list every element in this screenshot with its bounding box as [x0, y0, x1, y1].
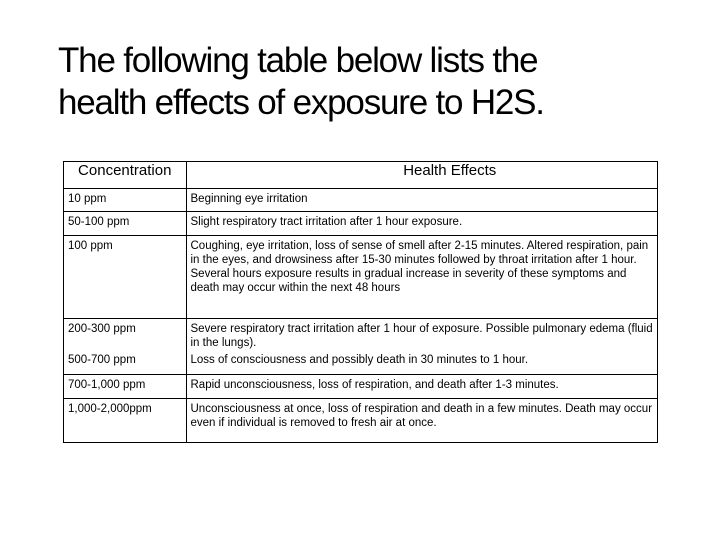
concentration-cell: 100 ppm: [64, 236, 187, 319]
concentration-cell: 500-700 ppm: [64, 350, 187, 375]
table-row: [64, 236, 658, 319]
concentration-cell: 200-300 ppm: [64, 319, 187, 351]
slide-title-line-2: health effects of exposure to H2S.: [58, 83, 544, 122]
effects-cell: Rapid unconsciousness, loss of respiration, and death after 1-3 minutes.: [186, 375, 658, 399]
slide-title-line-1: The following table below lists the: [58, 41, 538, 80]
header-concentration: Concentration: [64, 162, 187, 189]
table-row: [64, 350, 658, 375]
table-row: [64, 375, 658, 399]
effects-cell: Beginning eye irritation: [186, 189, 658, 212]
effects-cell: Unconsciousness at once, loss of respiration and death in a few minutes. Death may occur even if individual is removed to fresh air at once.: [186, 399, 658, 443]
effects-cell: Slight respiratory tract irritation after 1 hour exposure.: [186, 212, 658, 236]
table-header-row: [64, 162, 658, 189]
effects-cell: Coughing, eye irritation, loss of sense of smell after 2-15 minutes. Altered respiration, pain in the eyes, and drowsiness after 15-30 minutes followed by throat irritation after 1 hour. Several hours exposure results in gradual increase in severity of these symptoms and death may occur within the next 48 hours: [186, 236, 658, 319]
table-row: [64, 189, 658, 212]
table-row: [64, 319, 658, 351]
effects-cell: Severe respiratory tract irritation after 1 hour of exposure. Possible pulmonary edema (fluid in the lungs).: [186, 319, 658, 351]
concentration-cell: 700-1,000 ppm: [64, 375, 187, 399]
header-health-effects: Health Effects: [186, 162, 658, 189]
concentration-cell: 50-100 ppm: [64, 212, 187, 236]
table-row: [64, 399, 658, 443]
concentration-cell: 10 ppm: [64, 189, 187, 212]
table-row: [64, 212, 658, 236]
effects-cell: Loss of consciousness and possibly death in 30 minutes to 1 hour.: [186, 350, 658, 375]
slide-title: [58, 40, 698, 124]
concentration-cell: 1,000-2,000ppm: [64, 399, 187, 443]
h2s-effects-table: [63, 161, 658, 443]
